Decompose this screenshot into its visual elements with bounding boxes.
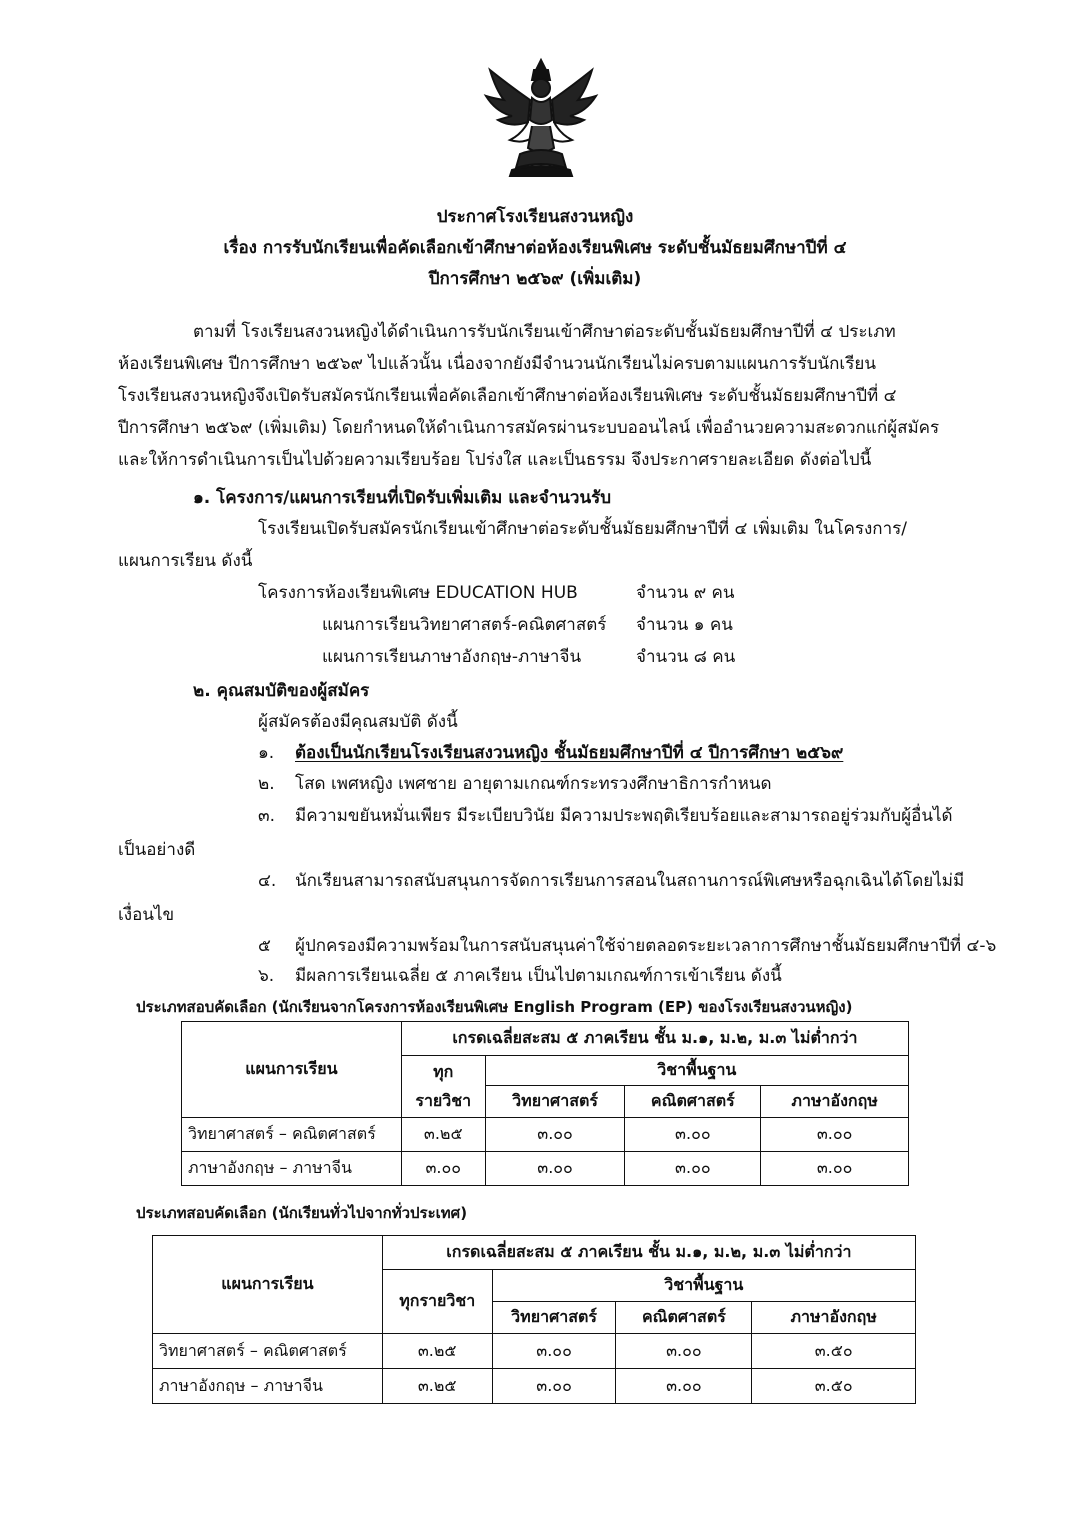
- grade-cell: ๓.๒๕: [382, 1369, 492, 1404]
- section-1-desc: โรงเรียนเปิดรับสมัครนักเรียนเข้าศึกษาต่อระดับชั้นมัธยมศึกษาปีที่ ๔ เพิ่มเติม ในโครงการ/: [258, 519, 907, 539]
- grade-cell: ๓.๐๐: [625, 1118, 761, 1152]
- qualification-text: ผู้ปกครองมีความพร้อมในการสนับสนุนค่าใช้จ่ายตลอดระยะเวลาการศึกษาชั้นมัธยมศึกษาปีที่ ๔-๖: [295, 936, 997, 956]
- grade-cell: ๓.๐๐: [761, 1118, 909, 1152]
- grade-cell: ๓.๒๕: [401, 1118, 485, 1152]
- qualification-text: ต้องเป็นนักเรียนโรงเรียนสงวนหญิง ชั้นมัธยมศึกษาปีที่ ๔ ปีการศึกษา ๒๕๖๙: [295, 743, 844, 763]
- grade-cell: ๓.๕๐: [752, 1334, 916, 1369]
- announcement-title: ประกาศโรงเรียนสงวนหญิง: [436, 207, 634, 227]
- academic-year: ปีการศึกษา ๒๕๖๙ (เพิ่มเติม): [428, 269, 642, 289]
- table-1-grades: [181, 1021, 909, 1186]
- intro-line: ตามที่ โรงเรียนสงวนหญิงได้ดำเนินการรับนักเรียนเข้าศึกษาต่อระดับชั้นมัธยมศึกษาปีที่ ๔ ประเภท: [193, 322, 896, 342]
- subject-header: ภาษาอังกฤษ: [761, 1086, 909, 1118]
- qualification-number: ๕: [258, 936, 271, 956]
- table-row: [182, 1118, 909, 1152]
- plan-cell: วิทยาศาสตร์ – คณิตศาสตร์: [153, 1334, 383, 1369]
- qualification-text: มีความขยันหมั่นเพียร มีระเบียบวินัย มีความประพฤติเรียบร้อยและสามารถอยู่ร่วมกับผู้อื่นได้: [295, 806, 953, 826]
- intro-line: โรงเรียนสงวนหญิงจึงเปิดรับสมัครนักเรียนเพื่อคัดเลือกเข้าศึกษาต่อห้องเรียนพิเศษ ระดับชั้นมัธยมศึกษาปีที่ ๔: [118, 386, 897, 406]
- grade-cell: ๓.๐๐: [485, 1152, 625, 1186]
- all-subjects-header: [401, 1056, 485, 1118]
- table-1-caption: ประเภทสอบคัดเลือก (นักเรียนจากโครงการห้องเรียนพิเศษ English Program (EP) ของโรงเรียนสงวนหญิง): [136, 998, 853, 1016]
- qualification-number: ๖.: [258, 966, 275, 986]
- program-name: แผนการเรียนวิทยาศาสตร์-คณิตศาสตร์: [322, 615, 607, 635]
- table-row: [153, 1369, 916, 1404]
- qualification-number: ๒.: [258, 774, 275, 794]
- qualification-number: ๔.: [258, 871, 277, 891]
- grade-cell: ๓.๕๐: [752, 1369, 916, 1404]
- program-count: จำนวน ๙ คน: [636, 583, 735, 603]
- table-row: [153, 1334, 916, 1369]
- plan-cell: วิทยาศาสตร์ – คณิตศาสตร์: [182, 1118, 402, 1152]
- basic-subjects-header: วิชาพื้นฐาน: [492, 1270, 915, 1302]
- subject-header: ภาษาอังกฤษ: [752, 1302, 916, 1334]
- intro-line: ห้องเรียนพิเศษ ปีการศึกษา ๒๕๖๙ ไปแล้วนั้น เนื่องจากยังมีจำนวนนักเรียนไม่ครบตามแผนการรับนักเรียน: [118, 354, 876, 374]
- announcement-subject: เรื่อง การรับนักเรียนเพื่อคัดเลือกเข้าศึกษาต่อห้องเรียนพิเศษ ระดับชั้นมัธยมศึกษาปีที่ ๔: [223, 238, 847, 258]
- section-1-heading: ๑. โครงการ/แผนการเรียนที่เปิดรับเพิ่มเติม และจำนวนรับ: [193, 488, 612, 508]
- qualification-text: นักเรียนสามารถสนับสนุนการจัดการเรียนการสอนในสถานการณ์พิเศษหรือฉุกเฉินได้โดยไม่มี: [295, 871, 965, 891]
- all-subjects-header-line2: รายวิชา: [415, 1090, 472, 1110]
- plan-cell: ภาษาอังกฤษ – ภาษาจีน: [182, 1152, 402, 1186]
- section-2-intro: ผู้สมัครต้องมีคุณสมบัติ ดังนี้: [258, 712, 458, 732]
- intro-line: และให้การดำเนินการเป็นไปด้วยความเรียบร้อย โปร่งใส และเป็นธรรม จึงประกาศรายละเอียด ดังต่อไปนี้: [118, 450, 872, 470]
- section-2-heading: ๒. คุณสมบัติของผู้สมัคร: [193, 681, 370, 701]
- program-name: โครงการห้องเรียนพิเศษ EDUCATION HUB: [258, 583, 578, 603]
- subject-header: คณิตศาสตร์: [625, 1086, 761, 1118]
- qualification-number: ๓.: [258, 806, 276, 826]
- grade-cell: ๓.๐๐: [401, 1152, 485, 1186]
- grade-cell: ๓.๐๐: [492, 1334, 616, 1369]
- program-name: แผนการเรียนภาษาอังกฤษ-ภาษาจีน: [322, 647, 582, 667]
- subject-header: วิทยาศาสตร์: [492, 1302, 616, 1334]
- qualification-continuation: เงื่อนไข: [118, 905, 175, 925]
- gpa-header: เกรดเฉลี่ยสะสม ๕ ภาคเรียน ชั้น ม.๑, ม.๒, ม.๓ ไม่ต่ำกว่า: [382, 1236, 915, 1270]
- qualification-text: โสด เพศหญิง เพศชาย อายุตามเกณฑ์กระทรวงศึกษาธิการกำหนด: [295, 774, 772, 794]
- grade-cell: ๓.๒๕: [382, 1334, 492, 1369]
- grade-cell: ๓.๐๐: [485, 1118, 625, 1152]
- basic-subjects-header: วิชาพื้นฐาน: [485, 1056, 908, 1086]
- table-row: [182, 1152, 909, 1186]
- plan-header: แผนการเรียน: [153, 1236, 383, 1334]
- grade-cell: ๓.๐๐: [761, 1152, 909, 1186]
- grade-cell: ๓.๐๐: [625, 1152, 761, 1186]
- grade-cell: ๓.๐๐: [616, 1369, 752, 1404]
- grade-cell: ๓.๐๐: [492, 1369, 616, 1404]
- plan-cell: ภาษาอังกฤษ – ภาษาจีน: [153, 1369, 383, 1404]
- program-count: จำนวน ๘ คน: [636, 647, 736, 667]
- all-subjects-header-line1: ทุก: [433, 1061, 454, 1081]
- all-subjects-header: ทุกรายวิชา: [382, 1270, 492, 1334]
- table-2-caption: ประเภทสอบคัดเลือก (นักเรียนทั่วไปจากทั่วประเทศ): [136, 1204, 468, 1222]
- subject-header: วิทยาศาสตร์: [485, 1086, 625, 1118]
- qualification-text: มีผลการเรียนเฉลี่ย ๕ ภาคเรียน เป็นไปตามเกณฑ์การเข้าเรียน ดังนี้: [295, 966, 782, 986]
- garuda-emblem-icon: [482, 56, 600, 178]
- grade-cell: ๓.๐๐: [616, 1334, 752, 1369]
- plan-header: แผนการเรียน: [182, 1022, 402, 1118]
- section-1-desc: แผนการเรียน ดังนี้: [118, 551, 253, 571]
- qualification-number: ๑.: [258, 743, 275, 763]
- qualification-continuation: เป็นอย่างดี: [118, 840, 196, 860]
- table-2-grades: [152, 1235, 916, 1404]
- intro-line: ปีการศึกษา ๒๕๖๙ (เพิ่มเติม) โดยกำหนดให้ดำเนินการสมัครผ่านระบบออนไลน์ เพื่ออำนวยความสะดวกแก่ผู้สมัคร: [118, 418, 940, 438]
- program-count: จำนวน ๑ คน: [636, 615, 733, 635]
- subject-header: คณิตศาสตร์: [616, 1302, 752, 1334]
- gpa-header: เกรดเฉลี่ยสะสม ๕ ภาคเรียน ชั้น ม.๑, ม.๒, ม.๓ ไม่ต่ำกว่า: [401, 1022, 908, 1056]
